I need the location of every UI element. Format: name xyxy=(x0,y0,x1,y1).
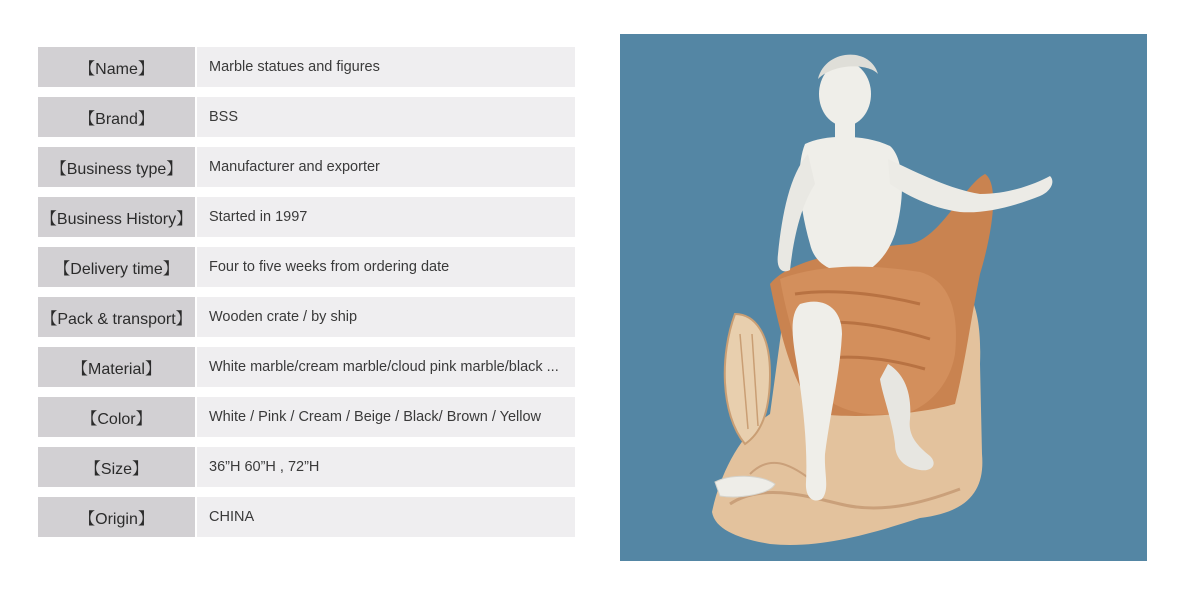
spec-value-text: White / Pink / Cream / Beige / Black/ Brown / Yellow xyxy=(209,409,542,425)
spec-value xyxy=(197,197,575,237)
spec-label: 【Material】 xyxy=(38,347,195,387)
spec-value xyxy=(197,97,575,137)
spec-value-text: BSS xyxy=(209,109,239,125)
product-photo xyxy=(620,34,1147,561)
spec-row-origin xyxy=(38,497,575,537)
spec-row-business-history xyxy=(38,197,575,237)
spec-label: 【Brand】 xyxy=(38,97,195,137)
spec-value xyxy=(197,447,575,487)
statue-illustration xyxy=(620,34,1147,561)
spec-value xyxy=(197,497,575,537)
spec-label: 【Pack & transport】 xyxy=(38,297,195,337)
spec-value-text: CHINA xyxy=(209,509,255,525)
spec-value-text: Four to five weeks from ordering date xyxy=(209,259,450,275)
spec-value-text: 36”H 60”H , 72”H xyxy=(209,459,320,475)
spec-value xyxy=(197,397,575,437)
spec-value-text: Marble statues and figures xyxy=(209,59,380,75)
spec-row-business-type xyxy=(38,147,575,187)
spec-value xyxy=(197,247,575,287)
spec-value-text: Wooden crate / by ship xyxy=(209,309,358,325)
spec-value-text: White marble/cream marble/cloud pink marble/black ... xyxy=(209,359,559,375)
spec-label: 【Size】 xyxy=(38,447,195,487)
spec-label: 【Origin】 xyxy=(38,497,195,537)
spec-value xyxy=(197,147,575,187)
spec-row-delivery-time xyxy=(38,247,575,287)
spec-value-text: Manufacturer and exporter xyxy=(209,159,380,175)
statue-outstretched-arm xyxy=(888,159,1052,212)
spec-row-color xyxy=(38,397,575,437)
spec-label: 【Name】 xyxy=(38,47,195,87)
spec-value xyxy=(197,47,575,87)
spec-row-name xyxy=(38,47,575,87)
spec-value xyxy=(197,347,575,387)
spec-row-size xyxy=(38,447,575,487)
product-spec-table xyxy=(38,47,575,547)
spec-value-text: Started in 1997 xyxy=(209,209,308,225)
spec-label: 【Color】 xyxy=(38,397,195,437)
spec-label: 【Business type】 xyxy=(38,147,195,187)
spec-label: 【Business History】 xyxy=(38,197,195,237)
spec-row-material xyxy=(38,347,575,387)
spec-label: 【Delivery time】 xyxy=(38,247,195,287)
spec-value xyxy=(197,297,575,337)
spec-row-brand xyxy=(38,97,575,137)
spec-row-pack-transport xyxy=(38,297,575,337)
